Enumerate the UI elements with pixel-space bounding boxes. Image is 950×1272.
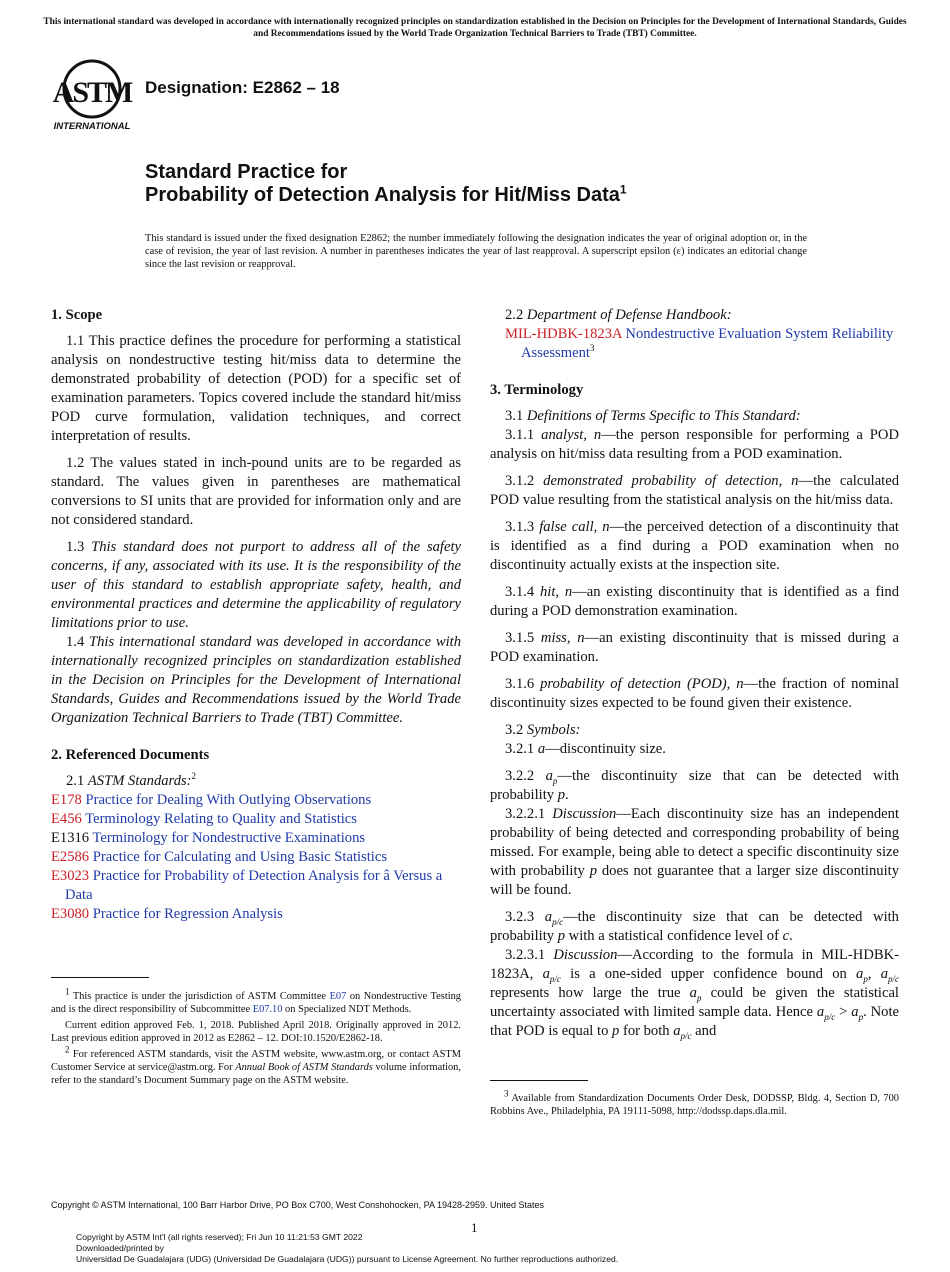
footnote-3: $^3$ Available from Standardization Documents Order Desk, DODSSP, Bldg. 4, Section D, 700 Robbins Ave., Philadelphia, PA 19111-5098, http://dodssp.daps.dla.mil.	[490, 1088, 900, 1117]
symbols-3-2: 3.2 Symbols:	[505, 722, 581, 738]
ref-item[interactable]: E456 Terminology Relating to Quality and Statistics	[51, 811, 357, 827]
title-line-1: Standard Practice for	[145, 161, 348, 183]
symbol-3-2-2: 3.2.2 $a_p—the$ discontinuity size that can be detected with probability p.	[490, 768, 899, 803]
symbol-3-2-3: 3.2.3 $a_{p/c}—the$ discontinuity size that can be detected with probability p with a statistical confidence level of c.	[490, 909, 899, 944]
term-3-1-1: 3.1.1 analyst, n—the person responsible for performing a POD analysis on hit/miss data resulting from a POD examination.	[490, 427, 899, 462]
terms-3-1: 3.1 Definitions of Terms Specific to This Standard:	[505, 408, 801, 424]
footnotes-right	[490, 1088, 900, 1121]
footnote-2: $^2$ For referenced ASTM standards, visit the ASTM website, www.astm.org, or contact ASTM Customer Service at service@astm.org. For Annual Book of ASTM Standards volume information, refer to the standard’s Document Summary page on the ASTM website.	[51, 1044, 461, 1086]
footnote-1-edition: Current edition approved Feb. 1, 2018. Published April 2018. Originally approved in 2012. Last previous edition approved in 2012 as E2862 – 12. DOI:10.1520/E2862-18.	[51, 1020, 461, 1044]
footnotes-left	[51, 986, 461, 1090]
astm-standards-label: 2.1 ASTM Standards:$^2$	[66, 771, 197, 789]
term-3-1-6: 3.1.6 probability of detection (POD), n—the fraction of nominal discontinuity sizes expected to be found given their existence.	[490, 676, 899, 711]
ref-item-mil[interactable]: MIL-HDBK-1823A Nondestructive Evaluation System Reliability Assessment$^3$	[505, 326, 894, 361]
referenced-docs-heading: 2. Referenced Documents	[51, 747, 210, 763]
ref-item[interactable]: E2586 Practice for Calculating and Using Basic Statistics	[51, 849, 388, 865]
title-footnote-ref: 1	[619, 182, 627, 197]
issuance-note: This standard is issued under the fixed designation E2862; the number immediately following the designation indicates the year of original adoption or, in the case of revision, the year of last revision. A number in parentheses indicates the year of last reapproval. A superscript epsilon (ε) indicates an editorial change since the last revision or reapproval.	[145, 233, 807, 270]
logo-subtext: INTERNATIONAL	[53, 121, 131, 132]
download-line-1: Copyright by ASTM Int'l (all rights reserved); Fri Jun 10 11:21:53 GMT 2022	[76, 1232, 363, 1242]
footnote-1: $^1$ This practice is under the jurisdiction of ASTM Committee E07 on Nondestructive Testing and is the direct responsibility of Subcommittee E07.10 on Specialized NDT Methods.	[51, 986, 461, 1015]
left-column	[51, 306, 461, 924]
title-text: Probability of Detection Analysis for Hit/Miss Data	[145, 184, 620, 206]
ref-item[interactable]: E3023 Practice for Probability of Detection Analysis for â Versus a Data	[51, 868, 443, 903]
terminology-heading: 3. Terminology	[490, 382, 584, 398]
term-3-1-5: 3.1.5 miss, n—an existing discontinuity that is missed during a POD examination.	[490, 630, 899, 665]
scope-heading: 1. Scope	[51, 307, 103, 323]
scope-1-2: 1.2 The values stated in inch-pound units are to be regarded as standard. The values given in parentheses are mathematical conversions to SI units that are provided for information only and are not considered standard.	[51, 455, 461, 528]
term-3-1-2: 3.1.2 demonstrated probability of detection, n—the calculated POD value resulting from the statistical analysis on the hit/miss data.	[490, 473, 899, 508]
footnote-rule-right	[490, 1080, 588, 1081]
link-e07-10[interactable]: E07.10	[252, 1004, 283, 1015]
download-line-3: Universidad De Guadalajara (UDG) (Universidad De Guadalajara (UDG)) pursuant to License Agreement. No further reproductions authorized.	[76, 1254, 619, 1264]
designation: Designation: E2862 – 18	[145, 78, 340, 97]
ref-item[interactable]: E3080 Practice for Regression Analysis	[51, 906, 283, 922]
ref-item[interactable]: E1316 Terminology for Nondestructive Examinations	[51, 830, 366, 846]
right-column	[490, 306, 899, 1041]
scope-1-3: 1.3 This standard does not purport to address all of the safety concerns, if any, associated with its use. It is the responsibility of the user of this standard to establish appropriate safety, health, and environmental practices and determine the applicability of regulatory limitations prior to use.	[51, 539, 461, 631]
astm-logo	[52, 56, 136, 132]
symbol-3-2-1: 3.2.1 a—discontinuity size.	[505, 741, 666, 757]
page-number: 1	[471, 1220, 478, 1235]
header-notice: This international standard was developed in accordance with internationally recognized principles on standardization established in the Decision on Principles for the Development of International Standards, Guides and Recommendations issued by the World Trade Organization Technical Barriers to Trade (TBT) Committee.	[43, 17, 907, 39]
ref-item[interactable]: E178 Practice for Dealing With Outlying Observations	[51, 792, 372, 808]
logo-letters: ASTM	[52, 76, 132, 109]
footnote-rule-left	[51, 977, 149, 978]
discussion-3-2-3-1: 3.2.3.1 Discussion—According to the formula in MIL-HDBK-1823A, $a_{p/c}$ is a one-sided upper confidence bound on $a_p$, $a_{p/c}$ represents how large the true $a_p$ could be given the statistical uncertainty associated with limited sample data. Hence $a_{p/c} > a_p$. Note that POD is equal to p for both $a_{p/c}$ and	[490, 947, 900, 1041]
dod-handbook-label: 2.2 Department of Defense Handbook:	[505, 307, 732, 323]
title-line-2	[145, 184, 627, 207]
term-3-1-3: 3.1.3 false call, n—the perceived detection of a discontinuity that is identified as a find during a POD examination when no discontinuity actually exists at the inspection site.	[490, 519, 899, 573]
term-3-1-4: 3.1.4 hit, n—an existing discontinuity that is identified as a find during a POD demonstration examination.	[490, 584, 899, 619]
discussion-3-2-2-1: 3.2.2.1 Discussion—Each discontinuity size has an independent probability of being detected and corresponding probability of being missed. For example, being able to detect a specific discontinuity size with probability p does not guarantee that a larger size discontinuity will be found.	[490, 806, 900, 898]
copyright-line: Copyright © ASTM International, 100 Barr Harbor Drive, PO Box C700, West Conshohocken, PA 19428-2959. United States	[51, 1200, 545, 1210]
link-e07[interactable]: E07	[329, 991, 347, 1002]
download-line-2: Downloaded/printed by	[76, 1243, 164, 1253]
scope-1-4: 1.4 This international standard was developed in accordance with internationally recognized principles on standardization established in the Decision on Principles for the Development of International Standards, Guides and Recommendations issued by the World Trade Organization Technical Barriers to Trade (TBT) Committee.	[51, 634, 462, 726]
scope-1-1: 1.1 This practice defines the procedure for performing a statistical analysis on nondestructive testing hit/miss data to determine the demonstrated probability of detection (POD) for a specific set of examination parameters. Topics covered include the standard hit/miss POD curve formulation, validation techniques, and correct interpretation of results.	[51, 333, 461, 444]
